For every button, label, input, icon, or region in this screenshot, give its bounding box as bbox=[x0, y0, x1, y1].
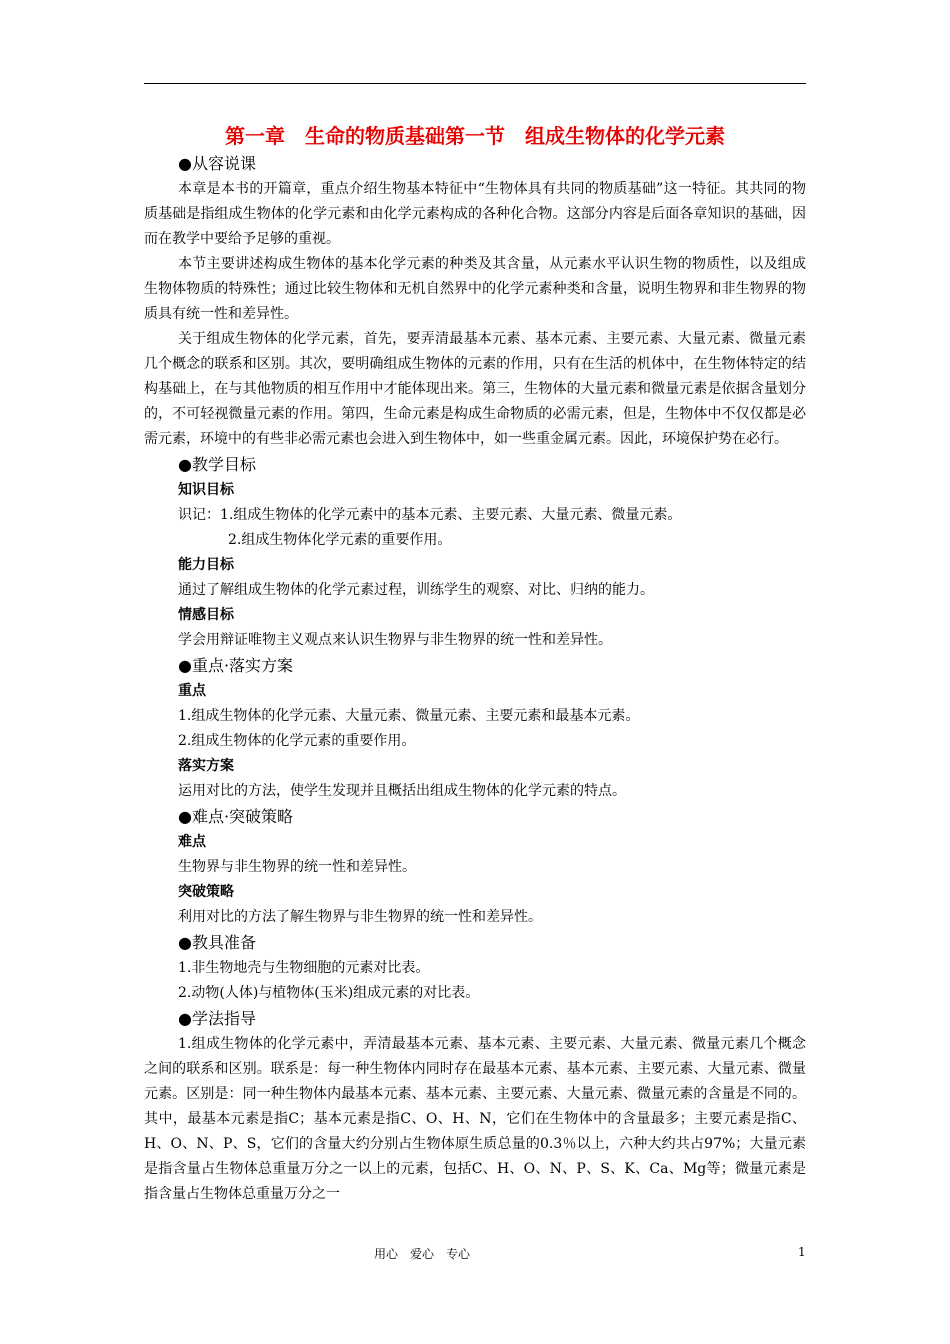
difficulty-text: 生物界与非生物界的统一性和差异性。 bbox=[178, 859, 416, 875]
knowledge-goal-2: 2.组成生物体化学元素的重要作用。 bbox=[228, 532, 452, 548]
emotion-goal: 学会用辩证唯物主义观点来认识生物界与非生物界的统一性和差异性。 bbox=[178, 632, 612, 648]
strategy-heading: 突破策略 bbox=[178, 884, 234, 900]
method-paragraph-1: 1.组成生物体的化学元素中，弄清最基本元素、基本元素、主要元素、大量元素、微量元素几个概念之间的联系和区别。联系是：每一种生物体内同时存在最基本元素、基本元素、主要元素、大量元素、微量元素。区别是：同一种生物体内最基本元素、基本元素、主要元素、大量元素、微量元素的含量是不同的。其中，最基本元素是指C；基本元素是指C、O、H、N，它们在生物体中的含量最多；主要元素是指C、H、O、N、P、S，它们的含量大约分别占生物体原生质总量的0.3％以上，六种大约共占97%；大量元素是指含量占生物体总重量万分之一以上的元素，包括C、H、O、N、P、S、K、Ca、Mg等；微量元素是指含量占生物体总重量万分之一 bbox=[144, 1036, 806, 1202]
tool-item-2: 2.动物(人体)与植物体(玉米)组成元素的对比表。 bbox=[178, 985, 480, 1001]
page-number: 1 bbox=[798, 1245, 806, 1259]
section-heading-4: ●难点·突破策略 bbox=[178, 807, 294, 826]
knowledge-goal-heading: 知识目标 bbox=[178, 482, 234, 498]
page-title: 第一章 生命的物质基础第一节 组成生物体的化学元素 bbox=[225, 124, 725, 148]
difficulty-heading: 难点 bbox=[178, 834, 206, 850]
ability-goal: 通过了解组成生物体的化学元素过程，训练学生的观察、对比、归纳的能力。 bbox=[178, 582, 654, 598]
section-heading-6: ●学法指导 bbox=[178, 1009, 256, 1028]
page-body bbox=[144, 121, 806, 1207]
key-point-1: 1.组成生物体的化学元素、大量元素、微量元素、主要元素和最基本元素。 bbox=[178, 708, 640, 724]
section-heading-1: ●从容说课 bbox=[178, 154, 256, 173]
knowledge-goal-1: 识记：1.组成生物体的化学元素中的基本元素、主要元素、大量元素、微量元素。 bbox=[178, 507, 682, 523]
plan-text: 运用对比的方法，使学生发现并且概括出组成生物体的化学元素的特点。 bbox=[178, 783, 626, 799]
section-heading-3: ●重点·落实方案 bbox=[178, 656, 294, 675]
tool-item-1: 1.非生物地壳与生物细胞的元素对比表。 bbox=[178, 960, 430, 976]
section-heading-2: ●教学目标 bbox=[178, 455, 256, 474]
key-point-2: 2.组成生物体的化学元素的重要作用。 bbox=[178, 733, 416, 749]
ability-goal-heading: 能力目标 bbox=[178, 557, 234, 573]
paragraph-1: 本章是本书的开篇章，重点介绍生物基本特征中“生物体具有共同的物质基础”这一特征。其共同的物质基础是指组成生物体的化学元素和由化学元素构成的各种化合物。这部分内容是后面各章知识的基础，因而在教学中要给予足够的重视。 bbox=[144, 181, 806, 247]
key-point-heading: 重点 bbox=[178, 683, 206, 699]
section-heading-5: ●教具准备 bbox=[178, 933, 256, 952]
paragraph-2: 本节主要讲述构成生物体的基本化学元素的种类及其含量，从元素水平认识生物的物质性，以及组成生物体物质的特殊性；通过比较生物体和无机自然界中的化学元素种类和含量，说明生物界和非生物界的物质具有统一性和差异性。 bbox=[144, 256, 806, 322]
plan-heading: 落实方案 bbox=[178, 758, 234, 774]
footer-motto: 用心 爱心 专心 bbox=[374, 1247, 471, 1261]
paragraph-3: 关于组成生物体的化学元素，首先，要弄清最基本元素、基本元素、主要元素、大量元素、微量元素几个概念的联系和区别。其次，要明确组成生物体的元素的作用，只有在生活的机体中，在生物体特定的结构基础上，在与其他物质的相互作用中才能体现出来。第三，生物体的大量元素和微量元素是依据含量划分的，不可轻视微量元素的作用。第四，生命元素是构成生命物质的必需元素，但是，生物体中不仅仅都是必需元素，环境中的有些非必需元素也会进入到生物体中，如一些重金属元素。因此，环境保护势在必行。 bbox=[144, 331, 806, 447]
strategy-text: 利用对比的方法了解生物界与非生物界的统一性和差异性。 bbox=[178, 909, 542, 925]
header-rule bbox=[144, 83, 806, 84]
emotion-goal-heading: 情感目标 bbox=[178, 607, 234, 623]
